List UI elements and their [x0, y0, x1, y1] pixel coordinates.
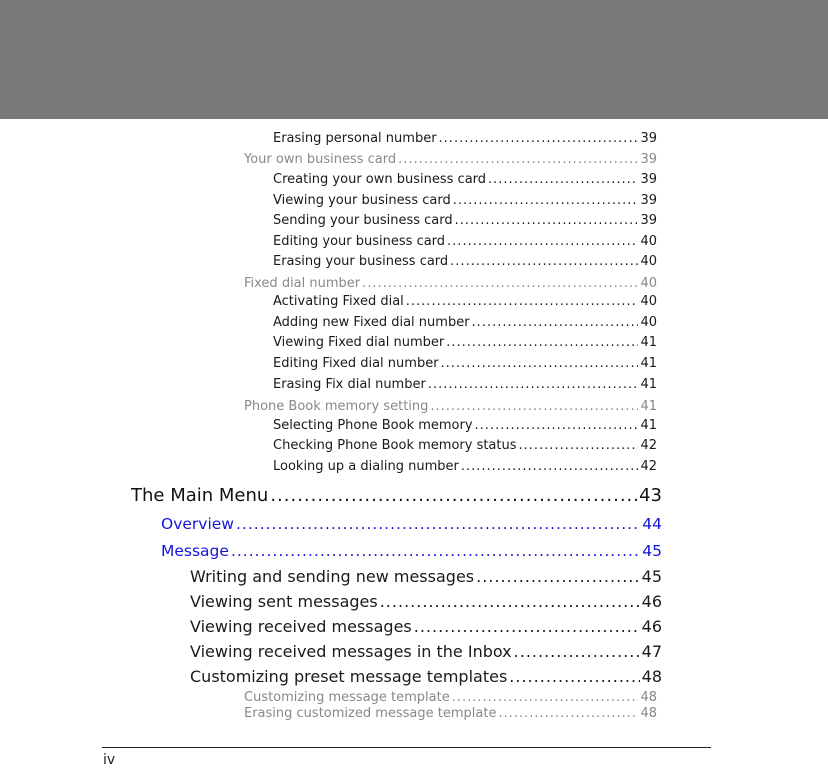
toc-entry-page: 39 — [640, 193, 657, 208]
toc-entry-label: Fixed dial number — [244, 276, 361, 291]
toc-entry-page: 40 — [640, 294, 657, 309]
toc-entry-page: 43 — [639, 485, 662, 506]
toc-entry-label: Adding new Fixed dial number — [273, 315, 470, 330]
toc-entry-page: 45 — [641, 567, 662, 586]
toc-dot-leader — [509, 667, 639, 686]
toc-entry-page: 46 — [641, 617, 662, 636]
toc-dot-leader — [428, 377, 639, 392]
toc-dot-leader — [475, 418, 639, 433]
toc-entry-label: Creating your own business card — [273, 172, 487, 187]
toc-entry-label: Erasing customized message template — [244, 706, 497, 721]
toc-entry[interactable] — [273, 131, 657, 146]
toc-entry-label: The Main Menu — [131, 485, 269, 506]
toc-entry-label: Writing and sending new messages — [190, 567, 475, 586]
toc-entry-label: Phone Book memory setting — [244, 399, 429, 414]
footer-page-number: iv — [103, 752, 116, 768]
toc-dot-leader — [398, 152, 638, 167]
toc-entry-label: Selecting Phone Book memory — [273, 418, 473, 433]
toc-entry-label: Viewing received messages — [190, 617, 412, 636]
toc-entry-label: Message — [161, 542, 229, 560]
toc-entry-label: Editing Fixed dial number — [273, 356, 439, 371]
toc-entry-label: Customizing preset message templates — [190, 667, 508, 686]
toc-dot-leader — [231, 542, 640, 560]
toc-dot-leader — [406, 294, 639, 309]
toc-entry-label: Overview — [161, 515, 234, 533]
footer-rule — [102, 747, 711, 748]
toc-entry-page: 39 — [640, 152, 657, 167]
toc-section-entry[interactable] — [161, 542, 662, 560]
toc-dot-leader — [446, 335, 638, 350]
toc-entry-page: 47 — [641, 642, 662, 661]
toc-entry-label: Customizing message template — [244, 690, 450, 705]
toc-dot-leader — [450, 254, 638, 269]
toc-entry-page: 42 — [640, 438, 657, 453]
toc-entry[interactable] — [190, 642, 662, 661]
toc-entry-page: 40 — [640, 254, 657, 269]
toc-entry[interactable] — [273, 335, 657, 350]
toc-dot-leader — [476, 567, 640, 586]
toc-dot-leader — [380, 592, 640, 611]
toc-entry-label: Your own business card — [244, 152, 397, 167]
toc-chapter-entry[interactable] — [131, 485, 662, 506]
toc-dot-leader — [414, 617, 640, 636]
toc-entry[interactable] — [273, 234, 657, 249]
toc-entry-label: Erasing your business card — [273, 254, 449, 269]
toc-dot-leader — [362, 276, 638, 291]
toc-entry-page: 39 — [640, 213, 657, 228]
toc-dot-leader — [439, 131, 639, 146]
toc-entry[interactable] — [244, 399, 657, 414]
toc-entry[interactable] — [273, 356, 657, 371]
toc-section-entry[interactable] — [161, 515, 662, 533]
toc-dot-leader — [236, 515, 640, 533]
toc-entry-page: 40 — [640, 315, 657, 330]
toc-entry[interactable] — [273, 459, 657, 474]
toc-entry[interactable] — [273, 193, 657, 208]
toc-entry-page: 40 — [640, 234, 657, 249]
toc-entry[interactable] — [273, 294, 657, 309]
toc-dot-leader — [514, 642, 640, 661]
toc-dot-leader — [270, 485, 637, 506]
toc-entry[interactable] — [273, 213, 657, 228]
toc-dot-leader — [498, 706, 638, 721]
toc-entry[interactable] — [190, 567, 662, 586]
toc-dot-leader — [519, 438, 639, 453]
toc-entry-page: 40 — [640, 276, 657, 291]
toc-entry[interactable] — [244, 706, 657, 721]
toc-entry-label: Activating Fixed dial — [273, 294, 404, 309]
toc-entry-page: 45 — [642, 542, 662, 560]
toc-entry-page: 44 — [642, 515, 662, 533]
toc-entry-page: 41 — [640, 377, 657, 392]
toc-entry-page: 41 — [640, 418, 657, 433]
toc-entry-page: 39 — [640, 131, 657, 146]
toc-entry-page: 46 — [641, 592, 662, 611]
toc-entry-label: Viewing sent messages — [190, 592, 378, 611]
toc-entry-page: 48 — [640, 706, 657, 721]
toc-entry-page: 39 — [640, 172, 657, 187]
toc-entry-label: Checking Phone Book memory status — [273, 438, 517, 453]
toc-entry-page: 42 — [640, 459, 657, 474]
toc-entry[interactable] — [244, 690, 657, 705]
toc-entry[interactable] — [273, 254, 657, 269]
toc-entry-page: 48 — [640, 690, 657, 705]
toc-entry[interactable] — [190, 667, 662, 686]
toc-dot-leader — [453, 193, 639, 208]
toc-entry[interactable] — [273, 418, 657, 433]
toc-entry-label: Viewing Fixed dial number — [273, 335, 445, 350]
toc-dot-leader — [472, 315, 639, 330]
toc-entry-label: Sending your business card — [273, 213, 453, 228]
toc-entry-label: Erasing Fix dial number — [273, 377, 426, 392]
toc-entry[interactable] — [273, 315, 657, 330]
toc-dot-leader — [430, 399, 638, 414]
toc-entry-page: 41 — [640, 335, 657, 350]
toc-entry[interactable] — [273, 377, 657, 392]
toc-entry[interactable] — [244, 276, 657, 291]
toc-entry[interactable] — [190, 592, 662, 611]
toc-dot-leader — [447, 234, 638, 249]
toc-entry[interactable] — [273, 438, 657, 453]
toc-entry-label: Looking up a dialing number — [273, 459, 459, 474]
toc-entry-page: 41 — [640, 399, 657, 414]
toc-dot-leader — [452, 690, 639, 705]
toc-entry[interactable] — [244, 152, 657, 167]
toc-entry-label: Viewing received messages in the Inbox — [190, 642, 512, 661]
toc-dot-leader — [455, 213, 639, 228]
toc-entry[interactable] — [190, 617, 662, 636]
toc-entry[interactable] — [273, 172, 657, 187]
toc-entry-label: Editing your business card — [273, 234, 446, 249]
toc-dot-leader — [461, 459, 639, 474]
toc-dot-leader — [488, 172, 638, 187]
toc-entry-page: 48 — [641, 667, 662, 686]
toc-entry-label: Viewing your business card — [273, 193, 451, 208]
toc-entry-label: Erasing personal number — [273, 131, 437, 146]
toc-entry-page: 41 — [640, 356, 657, 371]
toc-dot-leader — [441, 356, 639, 371]
